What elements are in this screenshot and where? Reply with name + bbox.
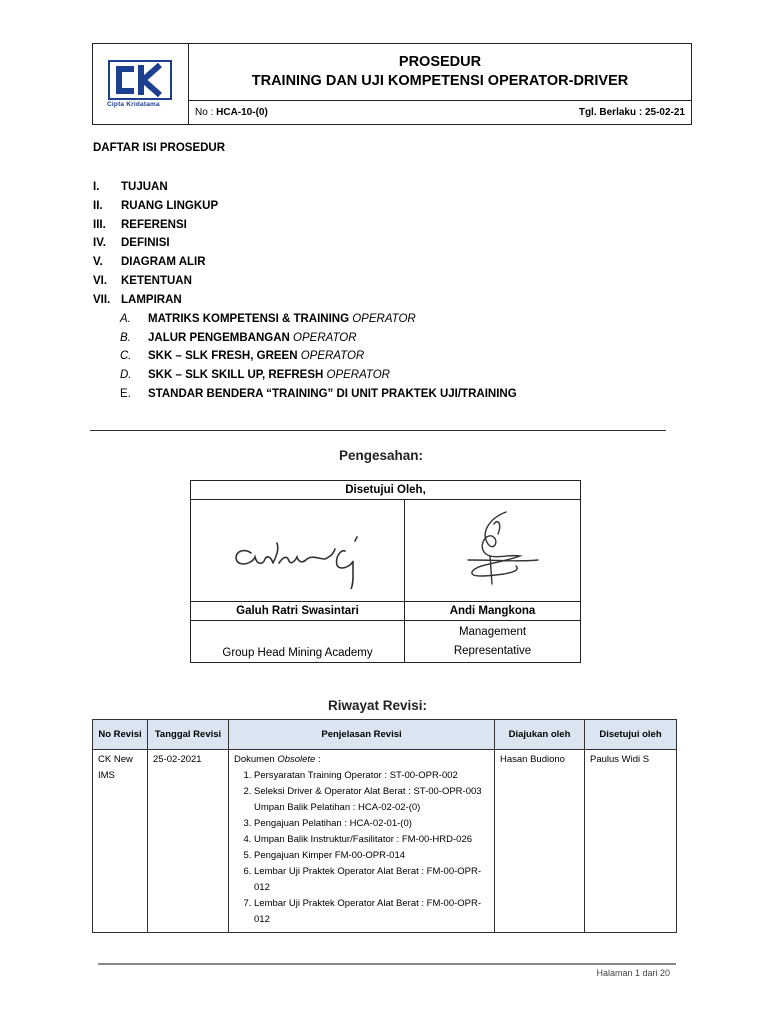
approval-header: Disetujui Oleh, [191, 481, 581, 500]
cell-revision-no: CK New IMS [93, 750, 148, 933]
list-item: 4. Umpan Balik Instruktur/Fasilitator : FM-00-HRD-026 [254, 832, 489, 848]
col-header: Diajukan oleh [495, 720, 585, 750]
list-item: 7. Lembar Uji Praktek Operator Alat Berat : FM-00-OPR-012 [254, 896, 489, 928]
cell-submitted-by: Hasan Budiono [495, 750, 585, 933]
title-block [189, 44, 691, 101]
toc-item: VII. LAMPIRAN [93, 293, 182, 306]
signature-1 [191, 500, 405, 602]
toc-subitem: A. MATRIKS KOMPETENSI & TRAINING OPERATOR [120, 313, 416, 325]
footer-divider [98, 963, 676, 965]
toc-item: I. TUJUAN [93, 181, 168, 193]
section-divider [90, 430, 666, 431]
approval-table [190, 480, 581, 663]
signer-2-role: Management Representative [405, 621, 581, 663]
col-header: No Revisi [93, 720, 148, 750]
signature-2-image [428, 504, 558, 594]
doc-number: No : HCA-10-(0) [195, 107, 268, 118]
doc-meta-row [189, 101, 691, 124]
list-item: 5. Pengajuan Kimper FM-00-OPR-014 [254, 848, 489, 864]
toc-subitem: D. SKK – SLK SKILL UP, REFRESH OPERATOR [120, 369, 390, 382]
toc-subitem: B. JALUR PENGEMBANGAN OPERATOR [120, 331, 357, 344]
logo-caption: Cipta Kridatama [107, 101, 160, 108]
signer-2-name: Andi Mangkona [405, 602, 581, 621]
col-header: Disetujui oleh [585, 720, 677, 750]
revision-title: Riwayat Revisi: [328, 698, 428, 713]
toc-subitem: E. STANDAR BENDERA “TRAINING” DI UNIT PRAKTEK UJI/TRAINING [120, 387, 517, 400]
list-item: 2. Seleksi Driver & Operator Alat Berat : ST-00-OPR-003 Umpan Balik Pelatihan : HCA-02-02-(0) [254, 784, 489, 816]
col-header: Tanggal Revisi [148, 720, 229, 750]
toc-item: VI. KETENTUAN [93, 274, 192, 287]
effective-date: Tgl. Berlaku : 25-02-21 [578, 107, 685, 118]
company-logo [93, 44, 189, 124]
cell-revision-date: 25-02-2021 [148, 750, 229, 933]
signature-1-image [213, 509, 383, 589]
document-header [92, 43, 692, 125]
cell-revision-desc: Dokumen Obsolete : 1. Persyaratan Training Operator : ST-00-OPR-002 2. Seleksi Driver & Operator Alat Berat : ST-00-OPR-003 Umpan Balik Pelatihan : HCA-02-02-(0) 3. Pengajuan Pelatihan : HCA-02-01-(0) 4. Umpan Balik Instruktur/Fasilitator : FM-00-HRD-026 5. Pengajuan Kimper FM-00-OPR-014 6. Lembar Uji Praktek Operator Alat Berat : FM-00-OPR-012 7. Lembar Uji Praktek Operator Alat Berat : FM-00-OPR-012 [229, 750, 495, 933]
toc-item: III. REFERENSI [93, 218, 187, 231]
toc-item: II. RUANG LINGKUP [93, 199, 219, 212]
toc-subitem: C. SKK – SLK FRESH, GREEN OPERATOR [120, 350, 365, 363]
signature-2 [405, 500, 581, 602]
page-number: Halaman 1 dari 20 [596, 968, 670, 976]
toc-item: IV. DEFINISI [93, 237, 170, 250]
revision-header-row [93, 720, 677, 750]
doc-title-line2: TRAINING DAN UJI KOMPETENSI OPERATOR-DRIVER [251, 73, 629, 89]
list-item: 6. Lembar Uji Praktek Operator Alat Berat : FM-00-OPR-012 [254, 864, 489, 896]
toc-item: V. DIAGRAM ALIR [93, 256, 206, 269]
approval-title: Pengesahan: [339, 448, 424, 463]
toc-list [93, 178, 218, 310]
cell-approved-by: Paulus Widi S [585, 750, 677, 933]
col-header: Penjelasan Revisi [229, 720, 495, 750]
signer-1-name: Galuh Ratri Swasintari [191, 602, 405, 621]
list-item: 3. Pengajuan Pelatihan : HCA-02-01-(0) [254, 816, 489, 832]
logo-mark-icon [108, 60, 172, 100]
toc-sublist [120, 310, 517, 403]
doc-title-line1: PROSEDUR [398, 54, 482, 70]
list-item: 1. Persyaratan Training Operator : ST-00-OPR-002 [254, 768, 489, 784]
revision-table [92, 719, 677, 933]
signer-1-role: Group Head Mining Academy [191, 621, 405, 663]
toc-title: DAFTAR ISI PROSEDUR [93, 142, 226, 154]
table-row [93, 750, 677, 933]
